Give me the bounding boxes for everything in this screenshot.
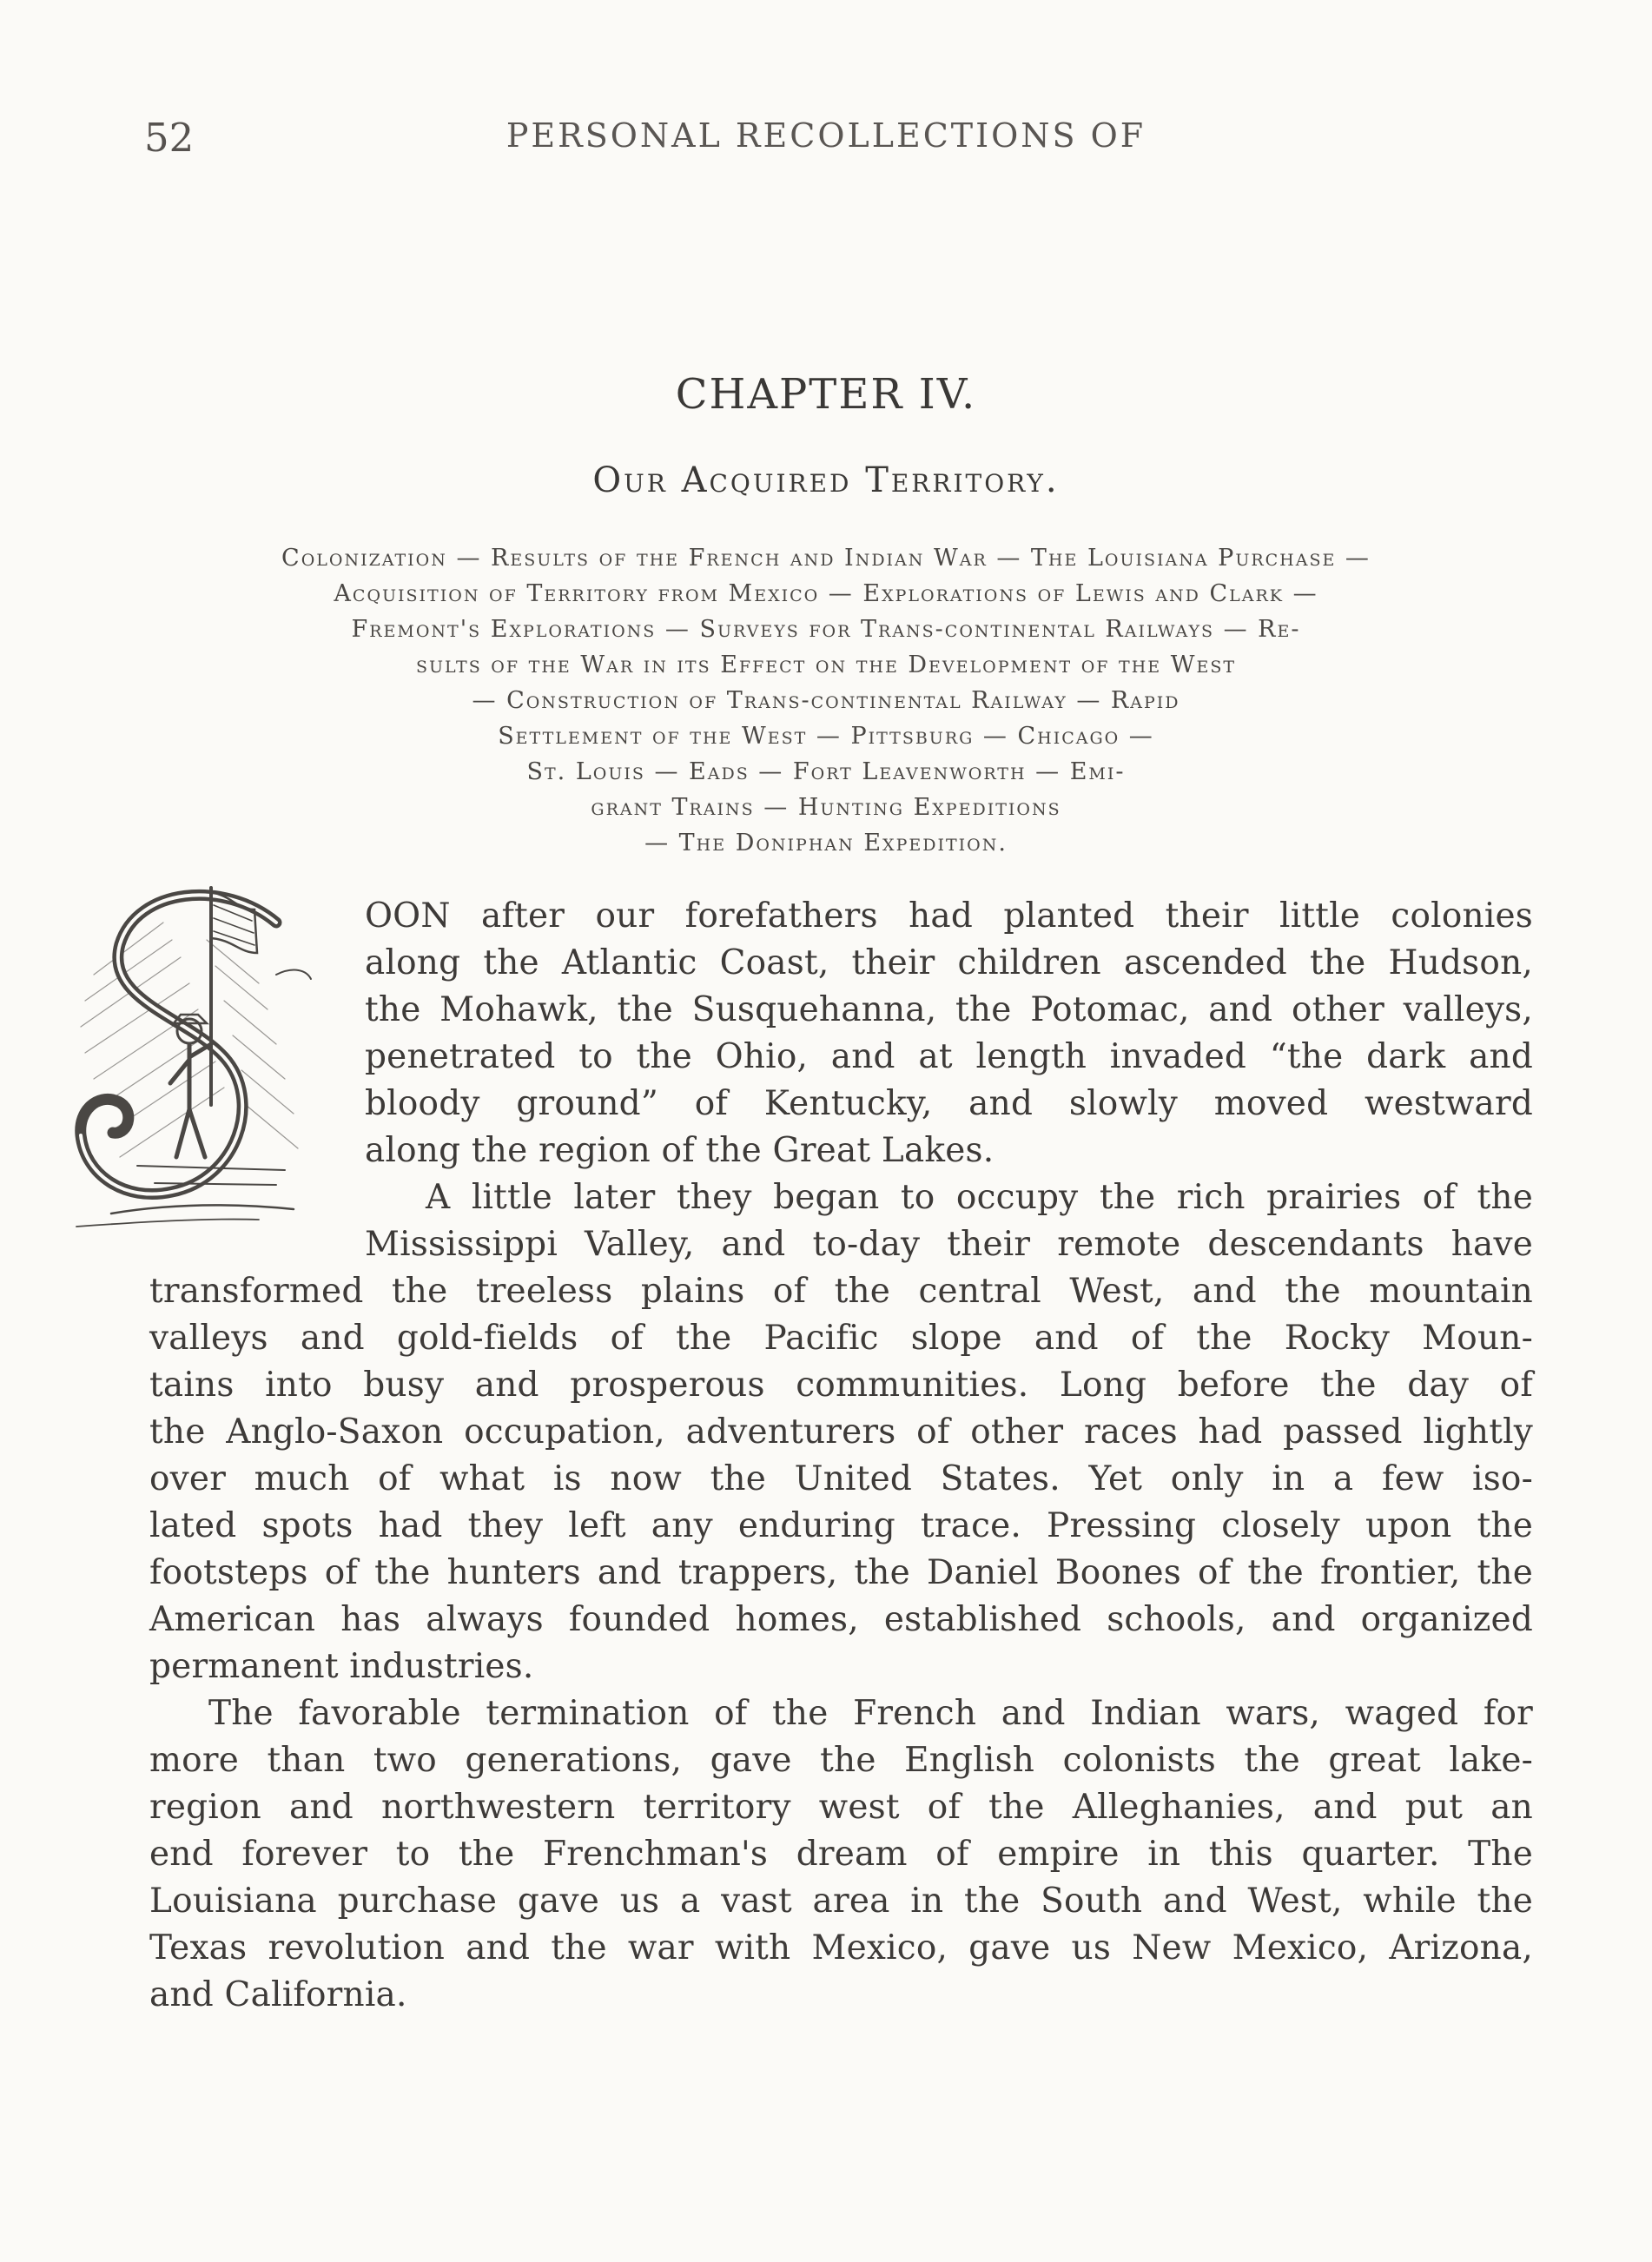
synopsis-line: St. Louis — Eads — Fort Leavenworth — Emi- [526,758,1126,785]
drop-cap-illustration [59,870,330,1235]
running-head: PERSONAL RECOLLECTIONS OF [506,116,1146,155]
body-line: A little later they began to occupy the rich prairies of the [426,1178,1533,1217]
body-line: permanent industries. [149,1647,534,1686]
body-line: Louisiana purchase gave us a vast area in the South and West, while the [149,1882,1533,1921]
synopsis-line: grant Trains — Hunting Expeditions [591,794,1061,821]
synopsis-line: Settlement of the West — Pittsburg — Chicago — [498,723,1154,750]
body-line: American has always founded homes, established schools, and organized [149,1600,1533,1639]
body-line: along the region of the Great Lakes. [365,1131,995,1170]
synopsis-line: — Construction of Trans-continental Railway — Rapid [472,687,1180,714]
synopsis-line: sults of the War in its Effect on the Development of the West [415,651,1237,678]
chapter-synopsis [139,540,1513,861]
chapter-number: CHAPTER IV. [675,370,977,419]
body-line: valleys and gold-fields of the Pacific slope and of the Rocky Moun- [149,1319,1533,1358]
body-line: lated spots had they left any enduring trace. Pressing closely upon the [149,1506,1533,1545]
body-line: tains into busy and prosperous communities. Long before the day of [149,1366,1533,1405]
body-line: footsteps of the hunters and trappers, the Daniel Boones of the frontier, the [149,1553,1533,1592]
body-line: region and northwestern territory west of the Alleghanies, and put an [149,1788,1533,1827]
body-line: penetrated to the Ohio, and at length invaded “the dark and [365,1037,1533,1076]
body-line: Texas revolution and the war with Mexico, gave us New Mexico, Arizona, [149,1928,1533,1968]
body-line: transformed the treeless plains of the central West, and the mountain [149,1272,1533,1311]
synopsis-line: Acquisition of Territory from Mexico — Explorations of Lewis and Clark — [334,580,1318,607]
synopsis-line: — The Doniphan Expedition. [644,830,1008,857]
synopsis-line: Fremont's Explorations — Surveys for Trans-continental Railways — Re- [351,616,1301,643]
body-line: Mississippi Valley, and to-day their remote descendants have [365,1225,1533,1264]
body-line: bloody ground” of Kentucky, and slowly moved westward [365,1084,1533,1123]
body-line: along the Atlantic Coast, their children ascended the Hudson, [365,943,1533,982]
body-line: more than two generations, gave the English colonists the great lake- [149,1741,1533,1780]
body-line: OON after our forefathers had planted their little colonies [365,896,1533,936]
body-line: The favorable termination of the French and Indian wars, waged for [208,1694,1533,1733]
page-header [0,115,1652,167]
synopsis-line: Colonization — Results of the French and Indian War — The Louisiana Purchase — [281,545,1371,572]
chapter-title: Our Acquired Territory. [592,460,1060,500]
body-line: over much of what is now the United States. Yet only in a few iso- [149,1459,1533,1498]
body-line: the Mohawk, the Susquehanna, the Potomac, and other valleys, [365,990,1533,1029]
body-line: and California. [149,1975,407,2014]
body-line: the Anglo-Saxon occupation, adventurers of other races had passed lightly [149,1412,1533,1452]
page-number: 52 [144,115,195,161]
body-line: end forever to the Frenchman's dream of empire in this quarter. The [149,1835,1533,1874]
